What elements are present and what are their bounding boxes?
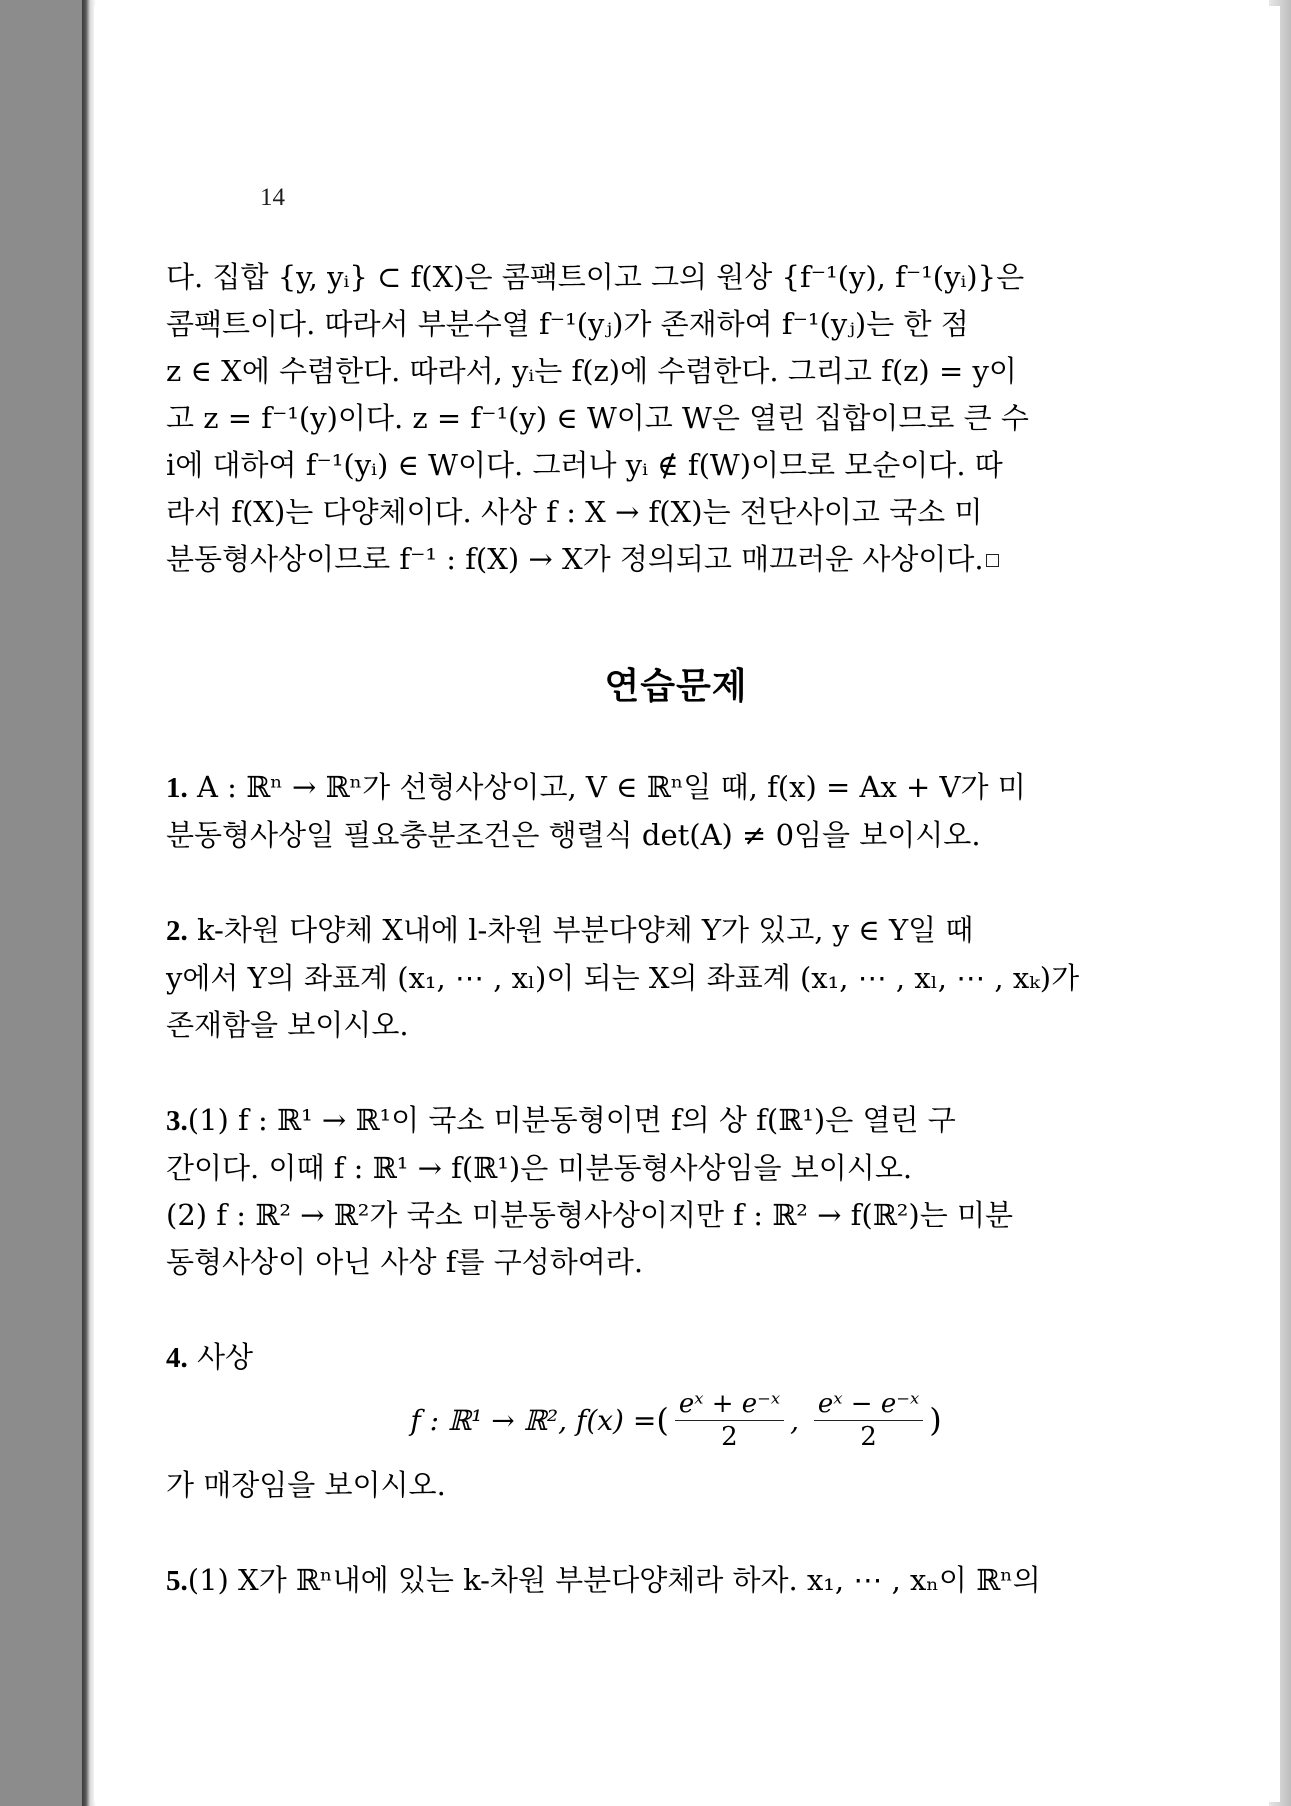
problem-text: 동형사상이 아닌 사상 f를 구성하여라. [166, 1245, 644, 1279]
problem-4 [166, 1334, 1186, 1509]
problem-text: y에서 Y의 좌표계 (x₁, ⋯ , xₗ)이 되는 X의 좌표계 (x₁, ⋯ , xₗ, ⋯ , xₖ)가 [166, 961, 1080, 995]
formula-comma: , [790, 1403, 808, 1437]
proof-line: z ∈ X에 수렴한다. 따라서, yᵢ는 f(z)에 수렴한다. 그리고 f(z) = y이 [166, 354, 1017, 388]
fraction-numerator: eˣ − e⁻ˣ [814, 1388, 923, 1421]
display-formula [166, 1384, 1186, 1456]
problem-text: k-차원 다양체 X내에 l-차원 부분다양체 Y가 있고, y ∈ Y일 때 [196, 913, 974, 947]
page-number: 14 [260, 184, 285, 211]
formula-lead: f : ℝ¹ → ℝ², f(x) = [410, 1403, 657, 1437]
problem-number: 4. [166, 1342, 188, 1374]
problem-number: 5. [166, 1565, 188, 1597]
problem-number: 3. [166, 1105, 188, 1137]
problem-text: 사상 [196, 1340, 253, 1374]
problem-text: 존재함을 보이시오. [166, 1008, 409, 1042]
proof-line: 라서 f(X)는 다양체이다. 사상 f : X → f(X)는 전단사이고 국소 미 [166, 495, 983, 529]
problem-1 [166, 764, 1186, 859]
formula-paren-close: ) [929, 1400, 942, 1439]
page-content [166, 254, 1186, 1653]
problem-text: (1) f : ℝ¹ → ℝ¹이 국소 미분동형이면 f의 상 f(ℝ¹)은 열린 구 [187, 1103, 956, 1137]
proof-line-last [166, 536, 1186, 583]
fraction-1 [675, 1388, 784, 1453]
fraction-denominator: 2 [721, 1421, 738, 1452]
problem-text: (1) X가 ℝⁿ내에 있는 k-차원 부분다양체라 하자. x₁, ⋯ , xₙ이 ℝⁿ의 [187, 1563, 1041, 1597]
problem-5 [166, 1557, 1186, 1605]
problem-text: 분동형사상일 필요충분조건은 행렬식 det(A) ≠ 0임을 보이시오. [166, 818, 981, 852]
problem-number: 1. [166, 772, 188, 804]
fraction-2 [814, 1388, 923, 1453]
proof-line: i에 대하여 f⁻¹(yᵢ) ∈ W이다. 그러나 yᵢ ∉ f(W)이므로 모순이다. 따 [166, 448, 1003, 482]
section-title: 연습문제 [604, 665, 748, 707]
problem-text: A : ℝⁿ → ℝⁿ가 선형사상이고, V ∈ ℝⁿ일 때, f(x) = Ax + V가 미 [196, 770, 1026, 804]
qed-square-icon [986, 554, 999, 567]
proof-line: 고 z = f⁻¹(y)이다. z = f⁻¹(y) ∈ W이고 W은 열린 집합이므로 큰 수 [166, 401, 1029, 435]
proof-line: 콤팩트이다. 따라서 부분수열 f⁻¹(yⱼ)가 존재하여 f⁻¹(yⱼ)는 한 점 [166, 307, 969, 341]
proof-line: 분동형사상이므로 f⁻¹ : f(X) → X가 정의되고 매끄러운 사상이다. [166, 542, 984, 576]
problem-3 [166, 1097, 1186, 1286]
problem-text: 가 매장임을 보이시오. [166, 1468, 446, 1502]
problem-text: 간이다. 이때 f : ℝ¹ → f(ℝ¹)은 미분동형사상임을 보이시오. [166, 1151, 913, 1185]
formula-paren-open: ( [656, 1400, 669, 1439]
proof-paragraph [166, 254, 1186, 583]
fraction-denominator: 2 [860, 1421, 877, 1452]
fraction-numerator: eˣ + e⁻ˣ [675, 1388, 784, 1421]
problem-text: (2) f : ℝ² → ℝ²가 국소 미분동형사상이지만 f : ℝ² → f(ℝ²)는 미분 [166, 1198, 1013, 1232]
problem-2 [166, 907, 1186, 1049]
problem-number: 2. [166, 915, 188, 947]
proof-line: 다. 집합 {y, yᵢ} ⊂ f(X)은 콤팩트이고 그의 원상 {f⁻¹(y), f⁻¹(yᵢ)}은 [166, 260, 1025, 294]
